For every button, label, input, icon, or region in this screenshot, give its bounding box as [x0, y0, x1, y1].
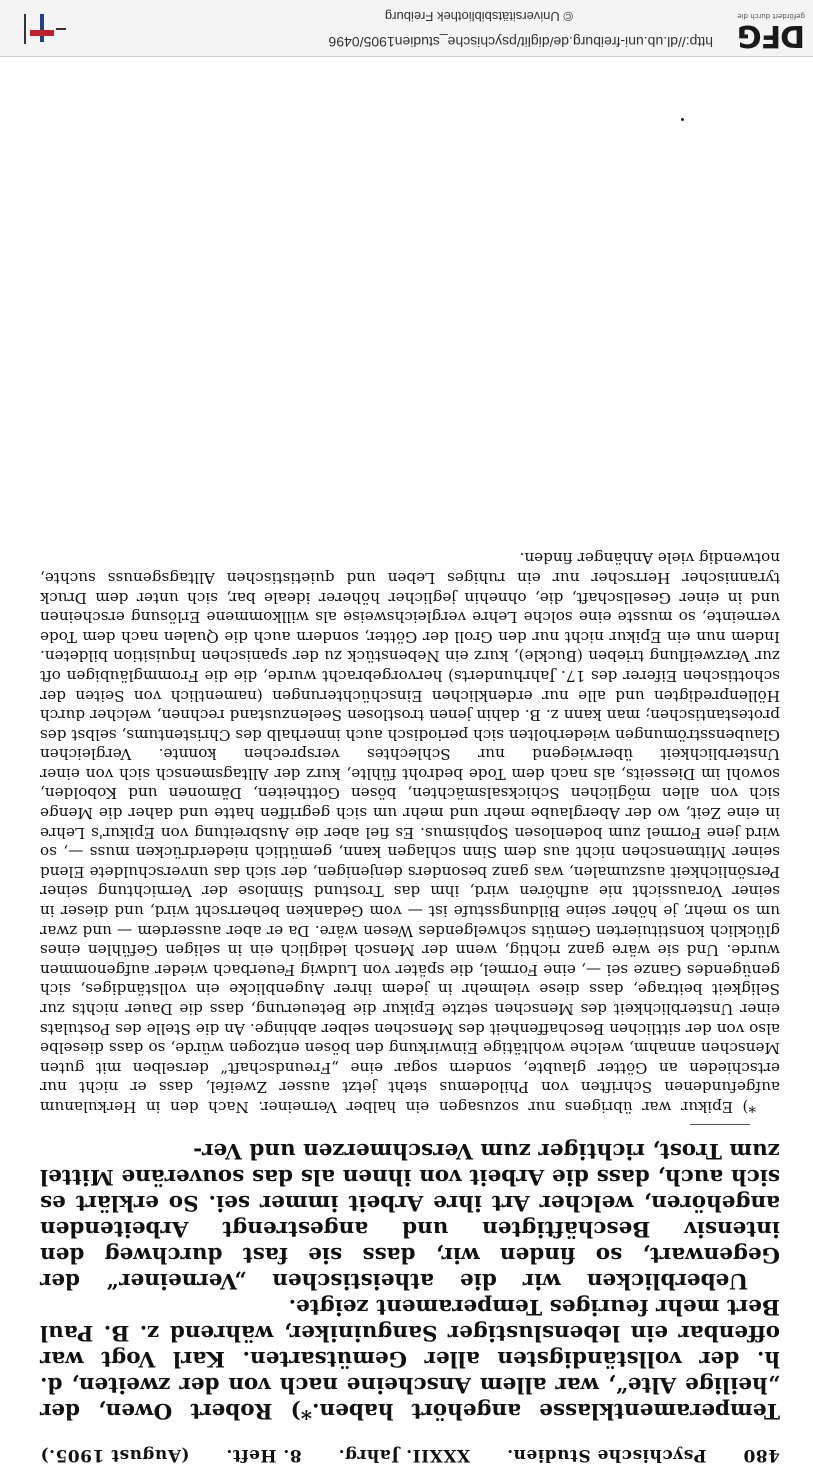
page-number: 480 [743, 1445, 780, 1465]
dfg-logo-text: DFG [737, 18, 805, 53]
permalink-url[interactable]: http://dl.ub.uni-freiburg.de/diglit/psychische_studien1905/0496 [328, 34, 713, 50]
volume: XXXII. Jahrg. [338, 1445, 471, 1465]
footnote-rule [690, 1124, 750, 1125]
body-text [40, 1137, 780, 1423]
paragraph: Ueberblicken wir die atheistischen „Verneiner“ der Gegenwart, so finden wir, dass sie fast durchweg den intensiv Beschäftigten und angestrengt Arbeitenden angehören, welcher Art ihre Arbeit immer sei. So erklärt es sich auch, dass die Arbeit von ihnen als das souveräne Mittel zum Trost, richtiger zum Verschmerzen und Ver- [40, 1138, 780, 1293]
running-header [40, 1445, 780, 1465]
footnote [40, 548, 780, 1116]
copyright-notice: © Universitätsbibliothek Freiburg [384, 9, 573, 24]
journal-title: Psychische Studien. [506, 1445, 707, 1465]
dfg-logo-subtitle: gefördert durch die [737, 12, 805, 20]
scanned-page [0, 57, 813, 1473]
dfg-logo[interactable] [725, 6, 805, 53]
paragraph: Temperamentklasse angehört haben.*) Robert Owen, der „heilige Alte“, war allem Anscheine nach von der zweiten, d. h. der vollständigsten aller Gemütsarten. Karl Vogt war offenbar ein lebenslustiger Sanguiniker, während z. B. Paul Bert mehr feuriges Temperament zeigte. [40, 1294, 780, 1423]
footnote-text: *) Epikur war übrigens nur sozusagen ein halber Verneiner. Nach den in Herkulanum aufgefundenen Schriften von Philodemus steht jetzt ausser Zweifel, dass er nicht nur ertschieden an Götter glaubte, sondern sogar eine „Freundschaft“ derselben mit guten Menschen annahm, welche wohltätige Einwirkung den bösen entzogen würde, so dass dieselbe also von der sittlichen Beschaffenheit des Menschen selber abhinge. An die Stelle des Postulats einer Unsterblichkeit des Menschen setzte Epikur die Beteuerung, dass die Dauer nichts zur Seligkeit beitrage, dass diese vielmehr in jedem ihrer Augenblicke ein vollständiges, sich genügendes Ganze sei —, eine Formel, die später von Ludwig Feuerbach wieder aufgenommen wurde. Und sie wäre ganz richtig, wenn der Mensch lediglich ein in seligen Gefühlen eines glücklich konstituierten Gemüts schwelgendes Wesen wäre. Da er aber ausserdem — und zwar um so mehr, je höher seine Bildungsstufe ist — vom Gedanken beherrscht wird, und dieser in seiner Voraussicht nie aufhören wird, ihm das Trostund Sinnlose der Vernichtung seiner Persönlichkeit auszumalen, was ganz besonders denjenigen, der sich das unverschuldete Elend seiner Mitmenschen nicht aus dem Sinn schlagen kann, gemütlich niederdrücken muss —, so wird jene Formel zum bodenlosen Sophismus. Es fiel aber die Ausbreitung von Epikur's Lehre in eine Zeit, wo der Aberglaube mehr und mehr um sich gegriffen hatte und daher die Menge sich von allen möglichen Schicksalsmächten, bösen Gottheiten, Dämonen und Kobolden, sowohl im Diesseits, als nach dem Tode bedroht fühlte, kurz der Alltagsmensch sich von einer Unsterblichkeit überwiegend nur Schlechtes versprechen konnte. Vergleichen Glaubensströmungen wiederholten sich periodisch auch innerhalb des Christentums, selbst des protestantischen; man kann z. B. dahin jenen trostlosen Seelenzustand rechnen, welcher durch Höllenpredigten und alle nur erdenklichen Einschüchterungen (namentlich von Seiten der schottischen Eiferer des 17. Jahrhunderts) hervorgebracht wurde, die die Frommgläubigen oft zur Verzweiflung trieben (Buckle), kurz ein Nebenstück zu der spanischen Inquisition bildeten. Indem nun ein Epikur nicht nur den Groll der Götter, sondern auch die Qualen nach dem Tode verneinte, so musste eine solche Lehre vergleichsweise als willkommene Erlösung erscheinen und in einer Gesellschaft, die, ohnehin jeglicher höherer ideale bar, sich unter dem Druck tyrannischer Herrscher nur ein ruhiges Leben und quietistischen Alltagsgenuss suchte, notwendig viele Anhänger finden. [40, 549, 780, 1116]
page-content-rotated [40, 135, 780, 1465]
issue: 8. Heft. [226, 1445, 302, 1465]
viewer-toolbar [0, 0, 813, 57]
ub-freiburg-logo-icon[interactable] [14, 8, 74, 48]
scan-speck [681, 118, 684, 121]
issue-date: (August 1905.) [40, 1445, 190, 1465]
